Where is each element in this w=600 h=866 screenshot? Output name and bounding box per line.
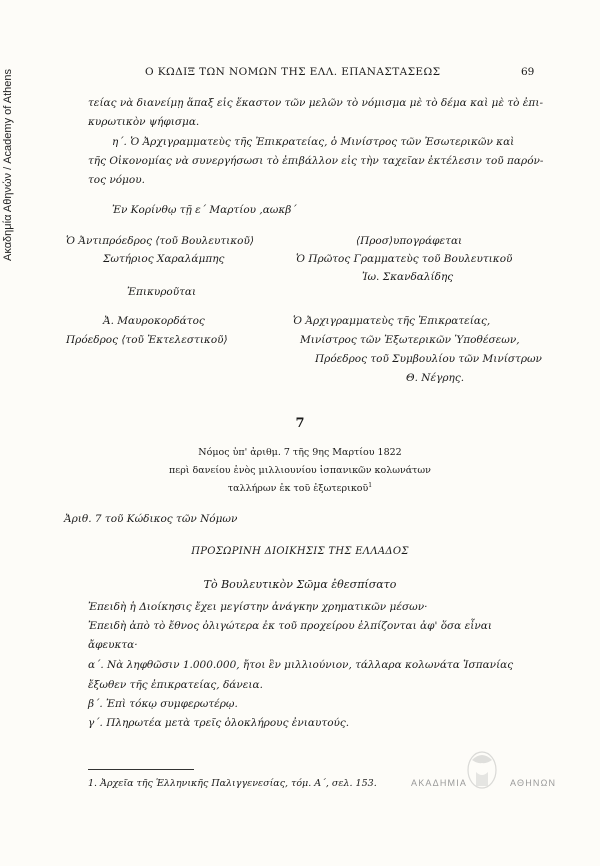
signature-line: Ὁ Πρῶτος Γραμματεὺς τοῦ Βουλευτικοῦ <box>296 253 513 265</box>
recital-line: Ἐπειδὴ ἀπὸ τὸ ἔθνος ὀλιγώτερα ἐκ τοῦ προχείρου ἐλπίζονται ἀφ' ὅσα εἶναι <box>88 620 492 632</box>
article-line: β΄. Ἐπὶ τόκῳ συμφερωτέρῳ. <box>88 698 238 710</box>
body-line: τος νόμου. <box>88 174 145 186</box>
signature-line: Μινίστρος τῶν Ἐξωτερικῶν Ὑποθέσεων, <box>300 334 520 346</box>
signature-line: Σωτήριος Χαραλάμπης <box>103 253 225 265</box>
article-line: ἔξωθεν τῆς ἐπικρατείας, δάνεια. <box>88 679 263 691</box>
signature-line: Ἐπικυροῦται <box>127 286 197 298</box>
footnote-text: 1. Ἀρχεῖα τῆς Ἑλληνικῆς Παλιγγενεσίας, τόμ. Α΄, σελ. 153. <box>88 778 377 789</box>
running-title: Ο ΚΩΔΙΞ ΤΩΝ ΝΟΜΩΝ ΤΗΣ ΕΛΛ. ΕΠΑΝΑΣΤΑΣΕΩΣ <box>145 66 441 78</box>
recital-line: ἄφευκτα· <box>88 639 138 651</box>
signature-line: Ἀ. Μαυροκορδάτος <box>103 315 205 327</box>
law-heading-line: περὶ δανείου ἑνὸς μιλλιουνίου ἱσπανικῶν κολωνάτων <box>169 465 431 476</box>
watermark-text-left: ΑΚΑΔΗΜΙΑ <box>411 778 468 788</box>
article-line: α΄. Νὰ ληφθῶσιν 1.000.000, ἤτοι ἓν μιλλιούνιον, τάλλαρα κολωνάτα Ἱσπανίας <box>88 659 514 671</box>
page-number: 69 <box>521 66 535 78</box>
academy-watermark-icon <box>400 748 570 796</box>
signature-line: Ὁ Ἀντιπρόεδρος ⟨τοῦ Βουλευτικοῦ⟩ <box>66 235 254 247</box>
signature-line: Πρόεδρος τοῦ Συμβουλίου τῶν Μινίστρων <box>315 353 542 365</box>
code-reference: Ἀριθ. 7 τοῦ Κώδικος τῶν Νόμων <box>64 513 238 525</box>
signature-line: Θ. Νέγρης. <box>406 372 465 384</box>
signature-line: Ὁ Ἀρχιγραμματεὺς τῆς Ἐπικρατείας, <box>293 315 491 327</box>
signature-line: Πρόεδρος ⟨τοῦ Ἐκτελεστικοῦ⟩ <box>66 334 228 346</box>
enactment-formula: Τὸ Βουλευτικὸν Σῶμα ἐθεσπίσατο <box>203 578 397 591</box>
article-line: γ΄. Πληρωτέα μετὰ τρεῖς ὁλοκλήρους ἐνιαυτούς. <box>88 717 350 729</box>
signature-line: ⟨Προσ⟩υπογράφεται <box>356 235 463 247</box>
government-title: ΠΡΟΣΩΡΙΝΗ ΔΙΟΙΚΗΣΙΣ ΤΗΣ ΕΛΛΑΔΟΣ <box>191 546 409 557</box>
recital-line: Ἐπειδὴ ἡ Διοίκησις ἔχει μεγίστην ἀνάγκην χρηματικῶν μέσων· <box>88 601 428 613</box>
law-heading-line: ταλλήρων ἐκ τοῦ ἐξωτερικοῦ$^1$ <box>227 482 373 495</box>
body-line: κυρωτικὸν ψήφισμα. <box>88 116 200 128</box>
body-line: τῆς Οἰκονομίας νὰ συνεργήσωσι τὸ ἐπιβάλλον εἰς τὴν ταχεῖαν ἐκτέλεσιν τοῦ παρόν- <box>88 155 544 167</box>
signature-line: Ἰω. Σκανδαλίδης <box>362 271 454 283</box>
footnote-rule <box>88 769 194 770</box>
footnote-marker: 1 <box>368 482 373 489</box>
archive-side-label: Ακαδημία Αθηνών / Academy of Athens <box>2 69 14 262</box>
dateline: Ἐν Κορίνθῳ τῇ ε΄ Μαρτίου ,αωκβ΄ <box>112 204 297 216</box>
watermark-text-right: ΑΘΗΝΩΝ <box>510 778 557 788</box>
body-line: τείας νὰ διανείμῃ ἅπαξ εἰς ἕκαστον τῶν μελῶν τὸ νόμισμα μὲ τὸ δέμα καὶ μὲ τὸ ἐπι- <box>88 97 543 109</box>
body-line: η΄. Ὁ Ἀρχιγραμματεὺς τῆς Ἐπικρατείας, ὁ Μινίστρος τῶν Ἐσωτερικῶν καὶ <box>112 136 515 148</box>
document-number: 7 <box>295 416 305 431</box>
law-heading-line: Νόμος ὑπ' ἀριθμ. 7 τῆς 9ης Μαρτίου 1822 <box>198 447 402 458</box>
